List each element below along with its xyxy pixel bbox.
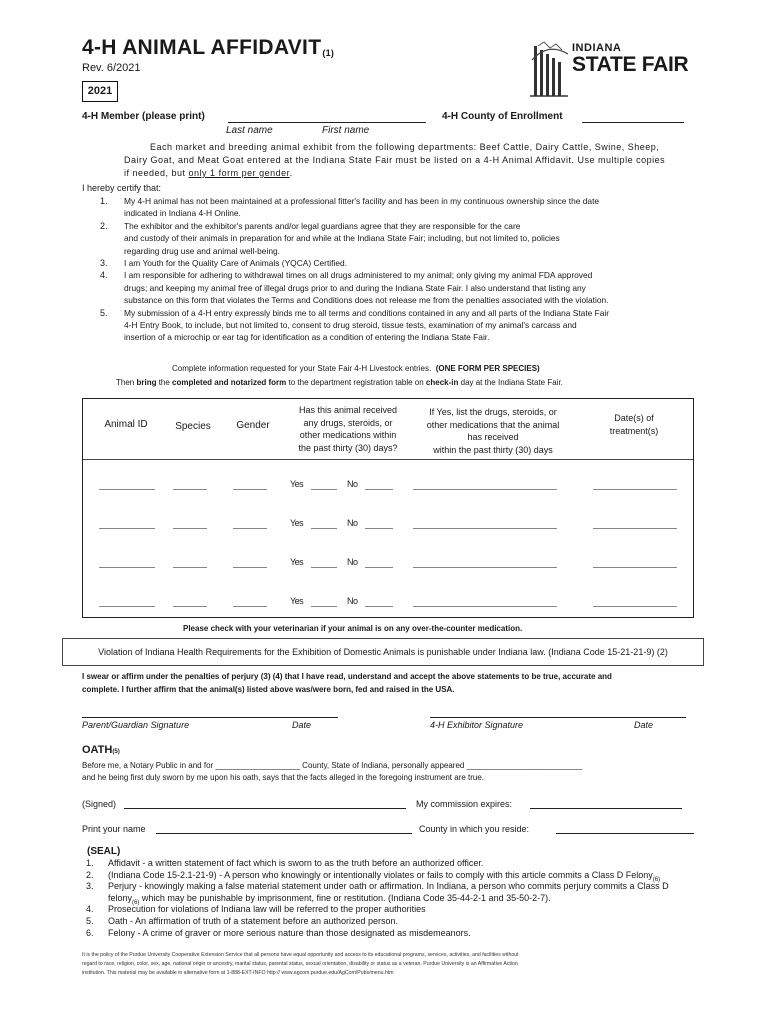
seal-item-text: Oath - An affirmation of truth of a statement before an authorized person.: [108, 916, 399, 926]
table-cell-field[interactable]: [233, 528, 267, 529]
col-header-treatment-dates: Date(s) of treatment(s): [609, 413, 659, 436]
logo-indiana-text: INDIANA: [572, 42, 622, 54]
table-cell-field[interactable]: [365, 567, 393, 568]
certify-item-number: 1.: [100, 196, 108, 206]
parent-signature-field[interactable]: [82, 717, 338, 718]
title-footnote: (1): [322, 48, 335, 58]
exhibitor-signature-field[interactable]: [430, 717, 686, 718]
signed-field[interactable]: [124, 808, 406, 809]
seal-item-text: Perjury - knowingly making a false material statement under oath or affirmation. In Indiana, a person who commits perjury commits a Class D: [108, 881, 669, 892]
table-cell-field[interactable]: [413, 489, 557, 490]
table-cell-field[interactable]: [99, 606, 155, 607]
seal-item-text: (Indiana Code 15-2.1-21-9) - A person who knowingly or intentionally violates or fails to comply with this article commits a Class D Felony$_{(6)}$: [108, 869, 661, 883]
table-cell-field[interactable]: [593, 567, 677, 568]
certify-item-text: I am Youth for the Quality Care of Animals (YQCA) Certified.: [124, 258, 347, 268]
seal-item-number: 3.: [86, 881, 94, 892]
year-box: 2021: [82, 81, 118, 102]
certify-item-text: The exhibitor and the exhibitor's parents and/or legal guardians agree that they are responsible for the care: [124, 220, 521, 231]
table-cell-field[interactable]: [413, 606, 557, 607]
col-header-drug-list: If Yes, list the drugs, steroids, or other medications that the animal has received within the past thirty (30) days: [426, 407, 560, 455]
commission-label: My commission expires:: [416, 799, 513, 809]
form-title: 4-H ANIMAL $AFFIDAVIT_{(1)}$: [82, 36, 335, 59]
member-name-label: 4-H Member (please print): [82, 111, 205, 122]
seal-item-text: Affidavit - a written statement of fact which is sworn to as the truth before an authorized officer.: [108, 858, 484, 868]
table-cell-field[interactable]: [99, 528, 155, 529]
revision-date: Rev. 6/2021: [82, 62, 141, 74]
table-cell-field[interactable]: [233, 606, 267, 607]
signed-label: (Signed): [82, 799, 117, 809]
table-cell-field[interactable]: [593, 606, 677, 607]
table-cell-field[interactable]: [233, 567, 267, 568]
commission-field[interactable]: [530, 808, 682, 809]
print-name-label: Print your name: [82, 824, 146, 834]
certify-item-text: 4-H Entry Book, to include, but not limited to, consent to drug steroid, tissue tests, examination of my animal's carcass and: [124, 320, 577, 330]
table-cell-field[interactable]: [365, 606, 393, 607]
certify-heading: I hereby certify that:: [82, 183, 162, 193]
table-cell-field[interactable]: [311, 489, 337, 490]
instructions-line-1: Complete information requested for your State Fair 4-H Livestock entries. (ONE FORM PER SPECIES): [172, 364, 540, 373]
certify-item-text: My submission of a 4-H entry expressly binds me to all terms and conditions contained in any and all parts of the Indiana State Fair: [124, 307, 610, 318]
no-option[interactable]: No: [347, 557, 358, 567]
exhibitor-date-caption: Date: [634, 720, 654, 730]
certify-item-number: 5.: [100, 307, 108, 318]
table-cell-field[interactable]: [173, 528, 207, 529]
certify-item-text: I am responsible for adhering to withdrawal times on all drugs administered to my animal; only giving my animal FDA approved: [124, 270, 593, 281]
table-cell-field[interactable]: [593, 528, 677, 529]
certify-item-text: My 4-H animal has not been maintained at a professional fitter's facility and has been in my continuous ownership since the date: [124, 196, 600, 206]
yes-option[interactable]: Yes: [290, 479, 304, 489]
table-cell-field[interactable]: [311, 567, 337, 568]
exhibitor-signature-caption: 4-H Exhibitor Signature: [430, 720, 524, 730]
swear-line-1: I swear or affirm under the penalties of perjury (3) (4) that I have read, understand and accept the above statements to be true, accurate and: [82, 672, 612, 681]
no-option[interactable]: No: [347, 479, 358, 489]
oath-line-1: Before me, a Notary Public in and for ___________________ County, State of Indiana, personally appeared __________________________: [82, 761, 583, 770]
state-fair-logo-graphic: [528, 40, 572, 100]
print-name-field[interactable]: [156, 833, 412, 834]
member-name-field[interactable]: [228, 122, 426, 123]
certify-item-text: regarding drug use and animal well-being.: [124, 245, 280, 256]
yes-option[interactable]: Yes: [290, 596, 304, 606]
certify-item-number: 2.: [100, 220, 108, 231]
certify-item-text: insertion of a microchip or ear tag for identification as a condition of entering the Indiana State Fair.: [124, 332, 490, 343]
table-cell-field[interactable]: [173, 606, 207, 607]
intro-line-2: Dairy Goat, and Meat Goat entered at the Indiana State Fair must be listed on a 4-H Animal Affidavit. Use multiple copies: [124, 155, 666, 165]
table-cell-field[interactable]: [413, 528, 557, 529]
table-cell-field[interactable]: [233, 489, 267, 490]
first-name-caption: First name: [322, 125, 370, 136]
table-cell-field[interactable]: [365, 528, 393, 529]
footer-line-1: It is the policy of the Purdue University Cooperative Extension Service that all persons have equal opportunity and access to its educational programs, services, activities, and facilities without: [82, 952, 519, 958]
certify-item-text: substance on this form that violates the Terms and Conditions does not release me from the penalties associated with the violation.: [124, 295, 609, 306]
yes-option[interactable]: Yes: [290, 518, 304, 528]
table-cell-field[interactable]: [173, 489, 207, 490]
footer-line-3: institution. This material may be available in alternative form at 1-888-EXT-INFO http:// www.agcom.purdue.edu/AgCom/Pubs/menu.htm: [82, 970, 394, 976]
intro-line-1: Each market and breeding animal exhibit from the following departments: Beef Cattle, Dairy Cattle, Swine, Sheep,: [150, 142, 660, 152]
certify-item-number: 4.: [100, 270, 108, 281]
seal-heading: (SEAL): [87, 846, 121, 857]
seal-item-text: Felony - A crime of graver or more serious nature than those designated as misdemeanors.: [108, 927, 471, 938]
col-header-animal-id: Animal ID: [104, 419, 148, 430]
table-cell-field[interactable]: [99, 567, 155, 568]
animal-table: [82, 398, 694, 618]
col-header-gender: Gender: [236, 420, 270, 431]
certify-item-text: indicated in Indiana 4-H Online.: [124, 208, 241, 219]
table-cell-field[interactable]: [311, 606, 337, 607]
table-cell-field[interactable]: [99, 489, 155, 490]
certify-item-number: 3.: [100, 258, 108, 268]
oath-line-2: and he being first duly sworn by me upon his oath, says that the facts alleged in the foregoing instrument are true.: [82, 773, 485, 782]
oath-heading: OATH(5): [82, 744, 120, 756]
violation-notice: Violation of Indiana Health Requirements for the Exhibition of Domestic Animals is punishable under Indiana law. (Indiana Code 15-21-21-9) (2): [62, 638, 704, 666]
table-cell-field[interactable]: [173, 567, 207, 568]
col-header-species: Species: [175, 421, 211, 432]
table-cell-field[interactable]: [311, 528, 337, 529]
yes-option[interactable]: Yes: [290, 557, 304, 567]
parent-signature-caption: Parent/Guardian Signature: [82, 720, 190, 730]
county-enrollment-field[interactable]: [582, 122, 684, 123]
intro-line-3: if needed, but only 1 form per gender.: [124, 168, 293, 178]
vet-note: Please check with your veterinarian if your animal is on any over-the-counter medication.: [183, 624, 523, 633]
seal-item-number: 1.: [86, 858, 94, 868]
county-reside-field[interactable]: [556, 833, 694, 834]
footer-line-2: regard to race, religion, color, sex, age, national origin or ancestry, marital status, parental status, sexual orientation, disability or status as a veteran. Purdue University is an Affirmative Action: [82, 961, 518, 967]
county-enrollment-label: 4-H County of Enrollment: [442, 111, 563, 122]
no-option[interactable]: No: [347, 518, 358, 528]
table-cell-field[interactable]: [413, 567, 557, 568]
last-name-caption: Last name: [226, 125, 273, 136]
parent-date-caption: Date: [292, 720, 312, 730]
table-cell-field[interactable]: [365, 489, 393, 490]
no-option[interactable]: No: [347, 596, 358, 606]
seal-item-text: Prosecution for violations of Indiana law will be referred to the proper authorities: [108, 904, 426, 915]
seal-item-text: felony$_{(6)}$ which may be punishable by imprisonment, fine or restitution. (Indiana Code 35-44-2-1 and 35-50-2-7).: [108, 892, 551, 906]
certify-item-text: drugs; and keeping my animal free of illegal drugs prior to and during the Indiana State Fair. I also understand that listing any: [124, 282, 586, 293]
certify-item-text: and custody of their animals in preparation for and while at the Indiana State Fair; including, but not limited to, policies: [124, 233, 560, 244]
table-cell-field[interactable]: [593, 489, 677, 490]
county-reside-label: County in which you reside:: [419, 824, 530, 834]
seal-item-number: 5.: [86, 916, 94, 926]
seal-item-number: 6.: [86, 927, 94, 938]
seal-item-number: 4.: [86, 904, 94, 915]
seal-item-number: 2.: [86, 869, 94, 880]
instructions-line-2: Then bring the completed and notarized form to the department registration table on check-in day at the Indiana State Fair.: [116, 378, 563, 387]
swear-line-2: complete. I further affirm that the animal(s) listed above was/were born, fed and raised in the USA.: [82, 685, 455, 694]
col-header-medications: Has this animal received any drugs, steroids, or other medications within the past thirty (30) days?: [298, 405, 398, 453]
logo-state-fair-text: STATE FAIR: [572, 53, 689, 76]
